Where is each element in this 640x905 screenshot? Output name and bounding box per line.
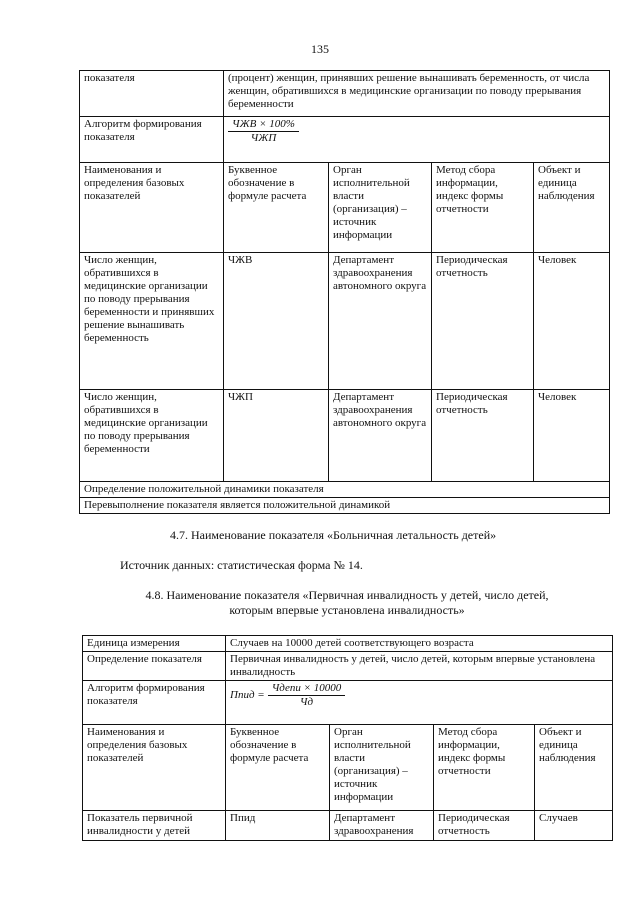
table-row: [80, 390, 610, 482]
indicator-table-1: [79, 70, 610, 514]
page-number: 135: [311, 42, 329, 56]
table-cell: Периодическая отчетность: [432, 390, 534, 482]
table-cell: Департамент здравоохранения автономного округа: [329, 390, 432, 482]
column-header: Объект и единица наблюдения: [534, 163, 610, 253]
formula-numerator: ЧЖВ × 100%: [228, 118, 299, 132]
table-cell: Периодическая отчетность: [432, 253, 534, 390]
table-cell: Департамент здравоохранения: [330, 811, 434, 841]
section-heading-4-7: 4.7. Наименование показателя «Больничная летальность детей»: [170, 528, 497, 542]
table-cell: Число женщин, обратившихся в медицинские организации по поводу прерывания беременности и принявших решение вынашивать беременность: [80, 253, 224, 390]
column-header: Орган исполнительной власти (организация) – источник информации: [329, 163, 432, 253]
formula-denominator: Чд: [299, 696, 314, 708]
column-header: Объект и единица наблюдения: [535, 725, 613, 811]
row-value: Первичная инвалидность у детей, число детей, которым впервые установлена инвалидность: [226, 652, 613, 681]
formula-numerator: Чдепи × 10000: [268, 682, 346, 696]
column-header: Метод сбора информации, индекс формы отчетности: [432, 163, 534, 253]
table-row: [83, 681, 613, 725]
table-cell: Случаев: [535, 811, 613, 841]
table-cell: Департамент здравоохранения автономного округа: [329, 253, 432, 390]
column-header: Орган исполнительной власти (организация) – источник информации: [330, 725, 434, 811]
section-heading-4-8-line1: 4.8. Наименование показателя «Первичная инвалидность у детей, число детей,: [145, 588, 549, 602]
row-label: Определение показателя: [83, 652, 226, 681]
data-source-text: Источник данных: статистическая форма № 14.: [120, 558, 363, 572]
row-label: Алгоритм формирования показателя: [83, 681, 226, 725]
table-cell: Периодическая отчетность: [434, 811, 535, 841]
column-header: Буквенное обозначение в формуле расчета: [226, 725, 330, 811]
column-header: Наименования и определения базовых показателей: [80, 163, 224, 253]
table-cell: Человек: [534, 390, 610, 482]
column-header: Метод сбора информации, индекс формы отчетности: [434, 725, 535, 811]
table-row: [80, 71, 610, 117]
table-cell: Число женщин, обратившихся в медицинские организации по поводу прерывания беременности: [80, 390, 224, 482]
table-cell: ЧЖП: [224, 390, 329, 482]
table-row: [80, 253, 610, 390]
formula-cell: [226, 681, 613, 725]
table-row: [83, 652, 613, 681]
column-header: Буквенное обозначение в формуле расчета: [224, 163, 329, 253]
formula: [230, 682, 345, 709]
table-cell: Показатель первичной инвалидности у детей: [83, 811, 226, 841]
formula: [228, 118, 299, 145]
table-header-row: [80, 163, 610, 253]
formula-lhs: Ппид =: [230, 689, 265, 701]
column-header: Наименования и определения базовых показателей: [83, 725, 226, 811]
table-cell: Человек: [534, 253, 610, 390]
table-cell: Ппид: [226, 811, 330, 841]
dynamics-value: Перевыполнение показателя является положительной динамикой: [80, 498, 610, 514]
section-heading-4-8-line2: которым впервые установлена инвалидность»: [229, 603, 465, 617]
table-cell: ЧЖВ: [224, 253, 329, 390]
row-value: Случаев на 10000 детей соответствующего возраста: [226, 636, 613, 652]
row-value: (процент) женщин, принявших решение вынашивать беременность, от числа женщин, обратившихся в медицинские организации по поводу прерывания беременности: [224, 71, 610, 117]
dynamics-definition: Определение положительной динамики показателя: [80, 482, 610, 498]
table-header-row: [83, 725, 613, 811]
row-label: Алгоритм формирования показателя: [80, 117, 224, 163]
row-label: Единица измерения: [83, 636, 226, 652]
indicator-table-2: [82, 635, 613, 841]
table-row: [80, 498, 610, 514]
table-row: [83, 811, 613, 841]
formula-denominator: ЧЖП: [250, 132, 277, 144]
table-row: [83, 636, 613, 652]
row-label: показателя: [80, 71, 224, 117]
formula-cell: [224, 117, 610, 163]
table-row: [80, 482, 610, 498]
table-row: [80, 117, 610, 163]
